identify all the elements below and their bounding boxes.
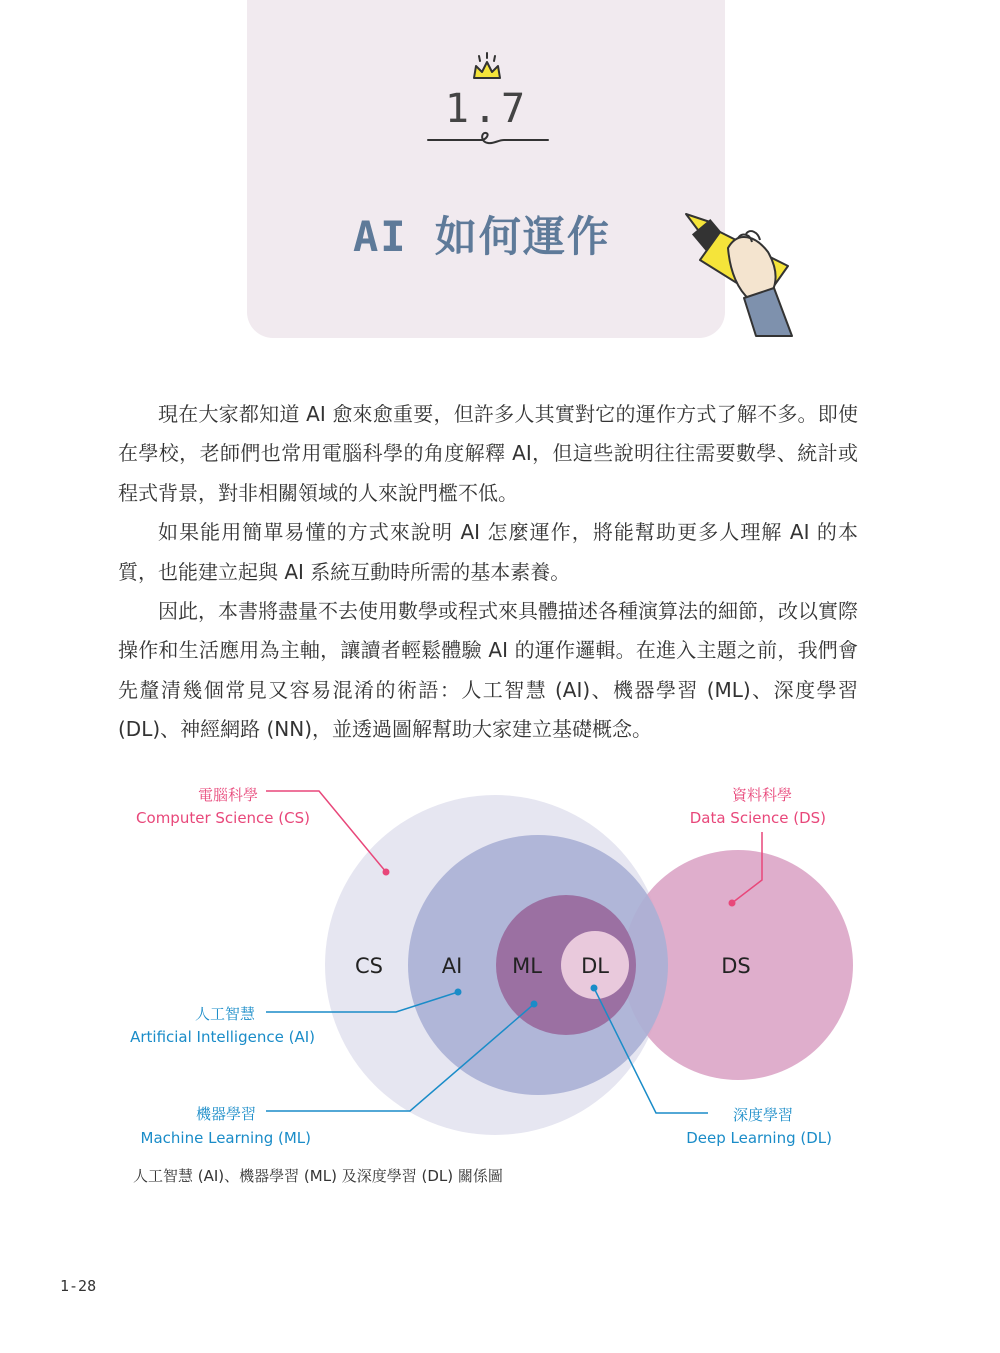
section-number: 1.7 (444, 86, 530, 132)
ml-marker-dot (531, 1001, 538, 1008)
ml-label-zh: 機器學習 (195, 1105, 256, 1123)
cs-label-zh: 電腦科學 (197, 786, 258, 804)
cs-circle-label: CS (355, 954, 383, 978)
dl-circle-label: DL (581, 954, 609, 978)
highlighter-hand-icon (680, 208, 800, 338)
crown-icon (470, 52, 504, 84)
ai-relationship-diagram (0, 770, 1000, 1160)
ai-circle-label: AI (441, 954, 463, 978)
page-number: 1-28 (60, 1277, 97, 1295)
ds-label-zh: 資料科學 (731, 786, 792, 804)
cs-marker-dot (383, 869, 390, 876)
ai-marker-dot (455, 989, 462, 996)
ds-label-en: Data Science (DS) (689, 809, 826, 827)
section-header-panel (247, 0, 725, 338)
dl-label-en: Deep Learning (DL) (686, 1129, 832, 1147)
underline-flourish (426, 130, 550, 150)
body-text (118, 395, 858, 750)
figure-caption: 人工智慧 (AI)、機器學習 (ML) 及深度學習 (DL) 關係圖 (133, 1167, 503, 1185)
paragraph: 如果能用簡單易懂的方式來說明 AI 怎麼運作，將能幫助更多人理解 AI 的本質，也能建立起與 AI 系統互動時所需的基本素養。 (118, 520, 858, 584)
dl-label-zh: 深度學習 (732, 1106, 793, 1124)
chapter-title: AI 如何運作 (353, 212, 611, 261)
cs-label-en: Computer Science (CS) (136, 809, 310, 827)
paragraph: 現在大家都知道 AI 愈來愈重要，但許多人其實對它的運作方式了解不多。即使在學校，老師們也常用電腦科學的角度解釋 AI，但這些說明往往需要數學、統計或程式背景，對非相關領域的人來說門檻不低。 (118, 402, 858, 505)
ds-marker-dot (729, 900, 736, 907)
ml-label-en: Machine Learning (ML) (140, 1129, 311, 1147)
ai-label-en: Artificial Intelligence (AI) (130, 1028, 315, 1046)
dl-marker-dot (591, 985, 598, 992)
ml-circle-label: ML (512, 954, 542, 978)
ds-circle-label: DS (721, 954, 751, 978)
paragraph: 因此，本書將盡量不去使用數學或程式來具體描述各種演算法的細節，改以實際操作和生活應用為主軸，讓讀者輕鬆體驗 AI 的運作邏輯。在進入主題之前，我們會先釐清幾個常見又容易混淆的術語：人工智慧 (AI)、機器學習 (ML)、深度學習 (DL)、神經網路 (NN)，並透過圖解幫助大家建立基礎概念。 (118, 599, 858, 742)
ai-label-zh: 人工智慧 (194, 1005, 255, 1023)
